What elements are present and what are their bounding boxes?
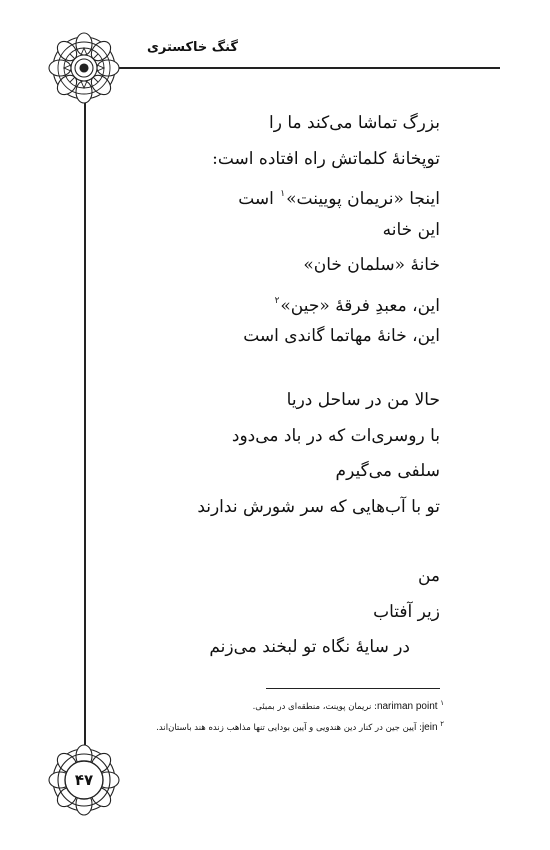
poem-line: این خانه: [382, 219, 440, 240]
poem-line: سلفی می‌گیرم: [335, 461, 440, 481]
running-title: گنگ خاکستری: [146, 40, 238, 55]
poem-line: این، معبدِ فرقهٔ «جین»$^۲$: [274, 295, 440, 316]
stanza-3: [150, 559, 440, 666]
footnotes: [100, 695, 444, 737]
footnote-marker: ۲: [274, 295, 280, 306]
poem-line: توپخانهٔ کلماتش راه افتاده است:: [212, 148, 440, 169]
poem-line: اینجا «نریمان پویینت»$^۱$ است: [238, 189, 440, 209]
poem-line: این، خانهٔ مهاتما گاندی است: [243, 326, 440, 346]
poem-line: تو با آب‌هایی که سر شورش ندارند: [197, 496, 440, 517]
stanza-1: [150, 106, 440, 355]
header-rule: [84, 67, 500, 69]
poem-line: حالا من در ساحل دریا: [286, 390, 440, 410]
stanza-2: [150, 383, 440, 525]
poem-line: در سایهٔ نگاه تو لبخند می‌زنم: [209, 637, 410, 657]
poem-line: با روسری‌ات که در باد می‌دود: [231, 425, 440, 446]
poem-line: خانهٔ «سلمان خان»: [303, 255, 440, 275]
poem-line: من: [417, 566, 440, 586]
poem-line: زیر آفتاب: [373, 601, 440, 622]
page-number: ۴۷: [74, 771, 94, 789]
poem-line: بزرگ تماشا می‌کند ما را: [269, 113, 440, 133]
footnote-marker: ۱: [280, 189, 286, 199]
side-rule: [84, 67, 86, 767]
footnote-1: $^۱$ nariman point: نریمان پوینت، منطقه‌ای در بمبئی.: [252, 699, 444, 712]
footnote-separator: [266, 688, 440, 689]
rosette-ornament-top: [46, 30, 122, 106]
footnote-2: $^۲$ jein: آیین جین در کنار دین هندویی و آیین بودایی تنها مذاهب زنده هند باستان‌اند.: [156, 720, 444, 733]
